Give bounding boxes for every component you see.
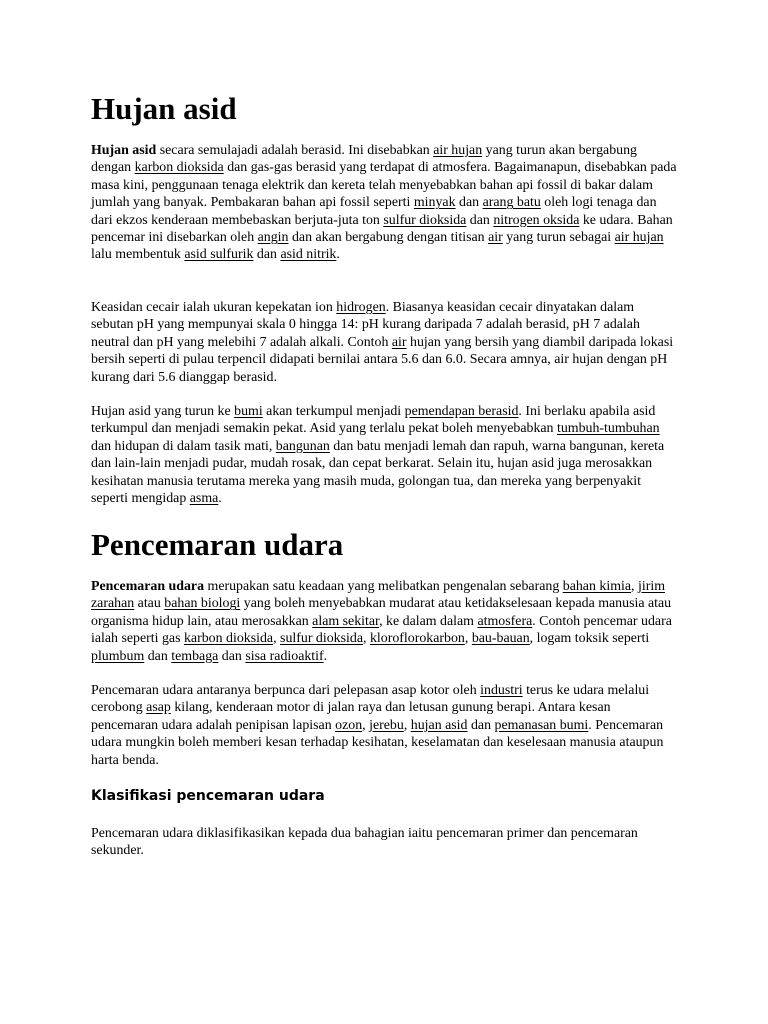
paragraph-3 xyxy=(91,403,677,507)
text-run: Pencemaran udara diklasifikasikan kepada dua bahagian iaitu pencemaran primer dan pencemaran sekunder. xyxy=(91,826,638,859)
term-link[interactable]: industri xyxy=(480,683,523,698)
text-run: ke udara. Bahan pencemar ini disebarkan oleh xyxy=(91,212,673,246)
text-run: oleh logi tenaga dan dari ekzos kenderaan membebaskan berjuta-juta ton xyxy=(91,195,657,228)
text-run: , xyxy=(631,579,638,594)
term-link[interactable]: air hujan xyxy=(433,143,483,158)
term-link[interactable]: plumbum xyxy=(91,648,145,664)
term-link[interactable]: alam sekitar xyxy=(312,613,380,629)
text-run: dan akan bergabung dengan titisan xyxy=(288,230,489,246)
text-run: . Ini berlaku apabila asid terkumpul dan menjadi semakin pekat. Asid yang terlalu pekat boleh menyebabkan xyxy=(91,404,656,437)
text-run: . Pencemaran udara mungkin boleh memberi kesan terhadap kesihatan, keselamatan dan keselesaan manusia ataupun harta benda. xyxy=(91,717,664,768)
text-run: dan hidupan di dalam tasik mati, xyxy=(91,438,276,454)
text-run: , xyxy=(362,717,370,733)
text-run: hujan yang bersih yang diambil daripada lokasi bersih seperti di pulau terpencil didapati bernilai antara 5.6 dan 6.0. Secara amnya, air hujan dengan pH kurang dari 5.6 dianggap berasid. xyxy=(91,334,674,385)
term-link[interactable]: air hujan xyxy=(614,230,664,246)
text-run: , xyxy=(273,631,281,647)
text-run: dan xyxy=(467,717,495,733)
text-run: yang boleh menyebabkan mudarat atau ketidakselesaan kepada manusia atau organisma hidup lain, atau merosakkan xyxy=(91,596,672,629)
term-link[interactable]: bahan biologi xyxy=(164,596,241,612)
text-run: Pencemaran udara antaranya berpunca dari pelepasan asap kotor oleh xyxy=(91,683,481,698)
term-link[interactable]: sulfur dioksida xyxy=(383,212,467,228)
text-run: merupakan satu keadaan yang melibatkan pengenalan sebarang xyxy=(204,579,563,594)
term-link[interactable]: karbon dioksida xyxy=(183,631,274,647)
text-run: dan xyxy=(455,195,483,211)
text-run: . xyxy=(336,247,340,263)
text-run: dan xyxy=(466,212,494,228)
text-run: atau xyxy=(134,596,165,612)
text-run: . xyxy=(218,491,222,507)
term-link[interactable]: ozon xyxy=(335,717,363,733)
text-run: akan terkumpul menjadi xyxy=(262,404,405,419)
term-link[interactable]: karbon dioksida xyxy=(134,160,224,176)
text-run: dan xyxy=(253,247,281,263)
heading-pencemaran-udara: Pencemaran udara xyxy=(91,527,344,562)
paragraph-2 xyxy=(91,299,677,386)
text-run: , ke dalam dalam xyxy=(379,613,478,629)
text-run: , xyxy=(403,717,411,733)
text-run: . Contoh pencemar udara ialah seperti gas xyxy=(91,613,672,647)
term-link[interactable]: jerebu xyxy=(369,717,404,733)
term-link[interactable]: pemendapan berasid xyxy=(404,404,519,419)
term-link[interactable]: nitrogen oksida xyxy=(493,212,580,228)
text-run: . xyxy=(323,648,328,664)
term-link[interactable]: air xyxy=(488,230,503,246)
bold-term: Hujan asid xyxy=(91,143,157,158)
term-link[interactable]: arang batu xyxy=(482,195,541,211)
text-run: , logam toksik seperti xyxy=(529,631,650,647)
term-link[interactable]: bumi xyxy=(234,404,263,419)
term-link[interactable]: bangunan xyxy=(275,438,330,454)
term-link[interactable]: tembaga xyxy=(171,648,219,664)
term-link[interactable]: asid nitrik xyxy=(280,247,337,263)
term-link[interactable]: air xyxy=(391,334,407,350)
term-link[interactable]: minyak xyxy=(413,195,456,211)
term-link[interactable]: pemanasan bumi xyxy=(494,717,589,733)
text-run: Hujan asid yang turun ke xyxy=(91,404,235,419)
term-link[interactable]: hidrogen xyxy=(336,300,386,315)
bold-term: Pencemaran udara xyxy=(91,579,205,594)
text-run: terus ke udara melalui cerobong xyxy=(91,683,650,716)
term-link[interactable]: asap xyxy=(146,700,171,716)
text-run: . Biasanya keasidan cecair dinyatakan dalam sebutan pH yang mempunyai skala 0 hingga 14: pH kurang daripada 7 adalah berasid, pH 7 adalah neutral dan pH yang melebihi 7 adalah alkali. Contoh xyxy=(91,300,640,350)
text-run: dan xyxy=(218,648,246,664)
paragraph-4 xyxy=(91,578,677,665)
term-link[interactable]: bau-bauan xyxy=(471,631,530,647)
text-run: , xyxy=(363,631,370,647)
text-run: dan gas-gas berasid yang terdapat di atmosfera. Bagaimanapun, disebabkan pada masa kini, penggunaan tenaga elektrik dan kereta telah menyebabkan bahan api fossil di bakar dalam jumlah yang banyak. Pembakaran bahan api fossil seperti xyxy=(91,160,677,211)
term-link[interactable]: kloroflorokarbon xyxy=(369,631,465,647)
term-link[interactable]: sisa radioaktif xyxy=(245,648,324,664)
paragraph-1 xyxy=(91,142,677,264)
text-run: dan batu menjadi lemah dan rapuh, warna bangunan, kereta dan lain-lain menjadi pudar, mudah rosak, dan cepat berkarat. Selain itu, hujan asid juga merosakkan kesihatan manusia terutama mereka yang masih muda, golongan tua, dan mereka yang berpenyakit seperti mengidap xyxy=(91,438,665,507)
text-run: , xyxy=(464,631,472,647)
heading-hujan-asid: Hujan asid xyxy=(91,91,237,126)
term-link[interactable]: atmosfera xyxy=(477,613,533,629)
text-run: yang turun akan bergabung dengan xyxy=(91,143,637,176)
term-link[interactable]: asma xyxy=(189,491,219,507)
term-link[interactable]: sulfur dioksida xyxy=(280,631,363,647)
term-link[interactable]: angin xyxy=(257,230,289,246)
paragraph-5 xyxy=(91,682,677,769)
text-run: dan xyxy=(144,648,172,664)
text-run: yang turun sebagai xyxy=(502,230,615,246)
subheading-klasifikasi: Klasifikasi pencemaran udara xyxy=(91,788,325,804)
term-link[interactable]: bahan kimia xyxy=(562,579,632,594)
paragraph-6 xyxy=(91,825,677,860)
text-run: secara semulajadi adalah berasid. Ini disebabkan xyxy=(156,143,434,158)
term-link[interactable]: jirim zarahan xyxy=(91,579,665,612)
term-link[interactable]: tumbuh-tumbuhan xyxy=(556,421,660,437)
text-run: Keasidan cecair ialah ukuran kepekatan ion xyxy=(91,300,337,315)
term-link[interactable]: asid sulfurik xyxy=(184,247,254,263)
text-run: kilang, kenderaan motor di jalan raya dan letusan gunung berapi. Antara kesan pencemaran udara adalah penipisan lapisan xyxy=(91,700,611,733)
text-run: lalu membentuk xyxy=(91,247,185,263)
term-link[interactable]: hujan asid xyxy=(410,717,468,733)
